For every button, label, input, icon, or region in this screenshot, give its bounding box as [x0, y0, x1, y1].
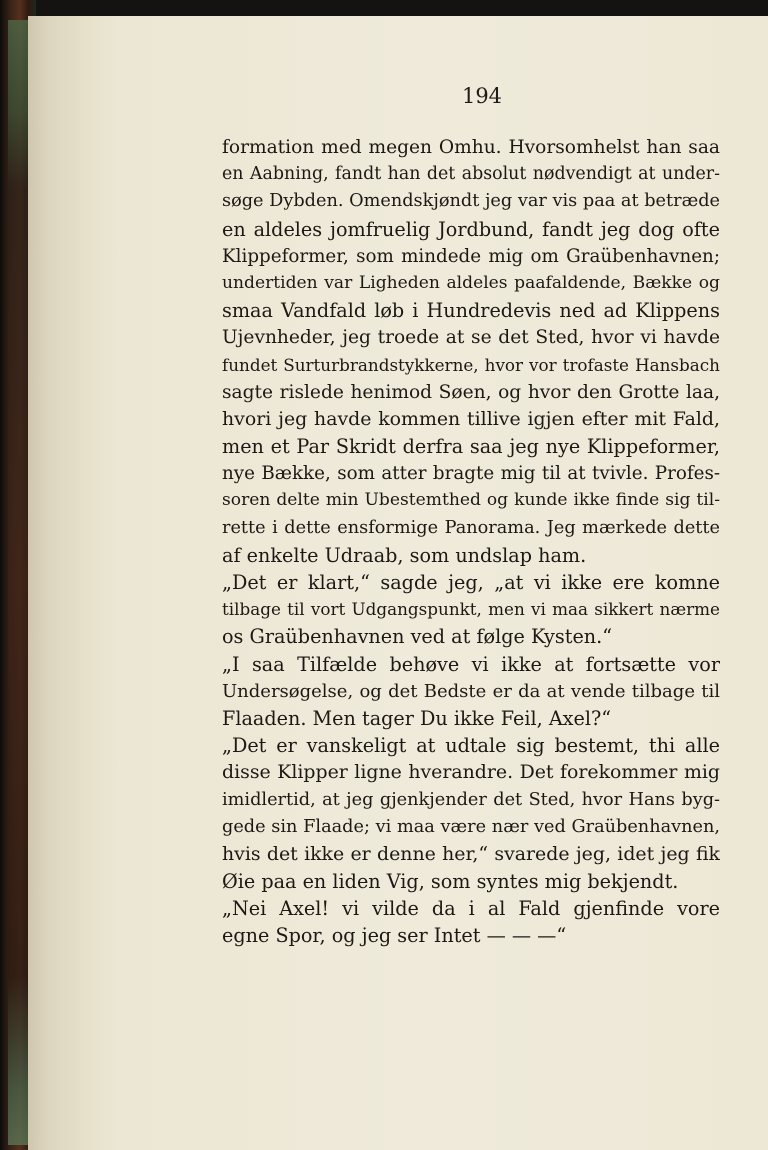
text-line: nye Bække, som atter bragte mig til at tvivle. Profes- — [222, 463, 720, 485]
text-line: disse Klipper ligne hverandre. Det forekommer mig — [222, 761, 720, 784]
text-line: men et Par Skridt derfra saa jeg nye Klippeformer, — [222, 435, 720, 459]
text-line: rette i dette ensformige Panorama. Jeg mærkede dette — [222, 517, 720, 538]
text-line: imidlertid, at jeg gjenkjender det Sted, hvor Hans byg- — [222, 789, 720, 810]
text-line: gede sin Flaade; vi maa være nær ved Graübenhavnen, — [222, 816, 720, 837]
text-line: os Graübenhavnen ved at følge Kysten.“ — [222, 625, 613, 649]
text-line: sagte rislede henimod Søen, og hvor den Grotte laa, — [222, 381, 720, 403]
text-line: soren delte min Ubestemthed og kunde ikke finde sig til- — [222, 490, 720, 511]
text-line: undertiden var Ligheden aldeles paafaldende, Bække og — [222, 272, 720, 293]
text-line: hvori jeg havde kommen tillive igjen efter mit Fald, — [222, 407, 720, 430]
text-line: en aldeles jomfruelig Jordbund, fandt jeg dog ofte — [222, 217, 720, 241]
text-line: hvis det ikke er denne her,“ svarede jeg, idet jeg fik — [222, 842, 720, 865]
body-text — [222, 134, 720, 950]
text-line: Undersøgelse, og det Bedste er da at vende tilbage til — [222, 680, 720, 702]
text-line: tilbage til vort Udgangspunkt, men vi maa sikkert nærme — [222, 599, 720, 620]
text-line: „Nei Axel! vi vilde da i al Fald gjenfinde vore — [222, 897, 720, 921]
text-line: Klippeformer, som mindede mig om Graübenhavnen; — [222, 245, 720, 267]
text-line: smaa Vandfald løb i Hundredevis ned ad Klippens — [222, 299, 720, 323]
text-line: formation med megen Omhu. Hvorsomhelst han saa — [222, 137, 720, 158]
text-line: egne Spor, og jeg ser Intet — — —“ — [222, 924, 567, 948]
text-line: Ujevnheder, jeg troede at se det Sted, hvor vi havde — [222, 327, 720, 349]
text-line: Øie paa en liden Vig, som syntes mig bekjendt. — [222, 870, 679, 894]
text-line: en Aabning, fandt han det absolut nødvendigt at under- — [222, 164, 720, 185]
text-line: søge Dybden. Omendskjøndt jeg var vis paa at betræde — [222, 191, 720, 212]
text-line: Flaaden. Men tager Du ikke Feil, Axel?“ — [222, 706, 612, 730]
text-line: „Det er vanskeligt at udtale sig bestemt, thi alle — [222, 734, 720, 758]
page-number: 194 — [461, 84, 503, 108]
text-line: fundet Surturbrandstykkerne, hvor vor trofaste Hansbach — [222, 354, 720, 375]
text-line: „I saa Tilfælde behøve vi ikke at fortsætte vor — [222, 652, 720, 676]
text-line: af enkelte Udraab, som undslap ham. — [222, 543, 587, 567]
page-gutter — [28, 16, 80, 1150]
text-line: „Det er klart,“ sagde jeg, „at vi ikke ere komne — [222, 571, 720, 594]
